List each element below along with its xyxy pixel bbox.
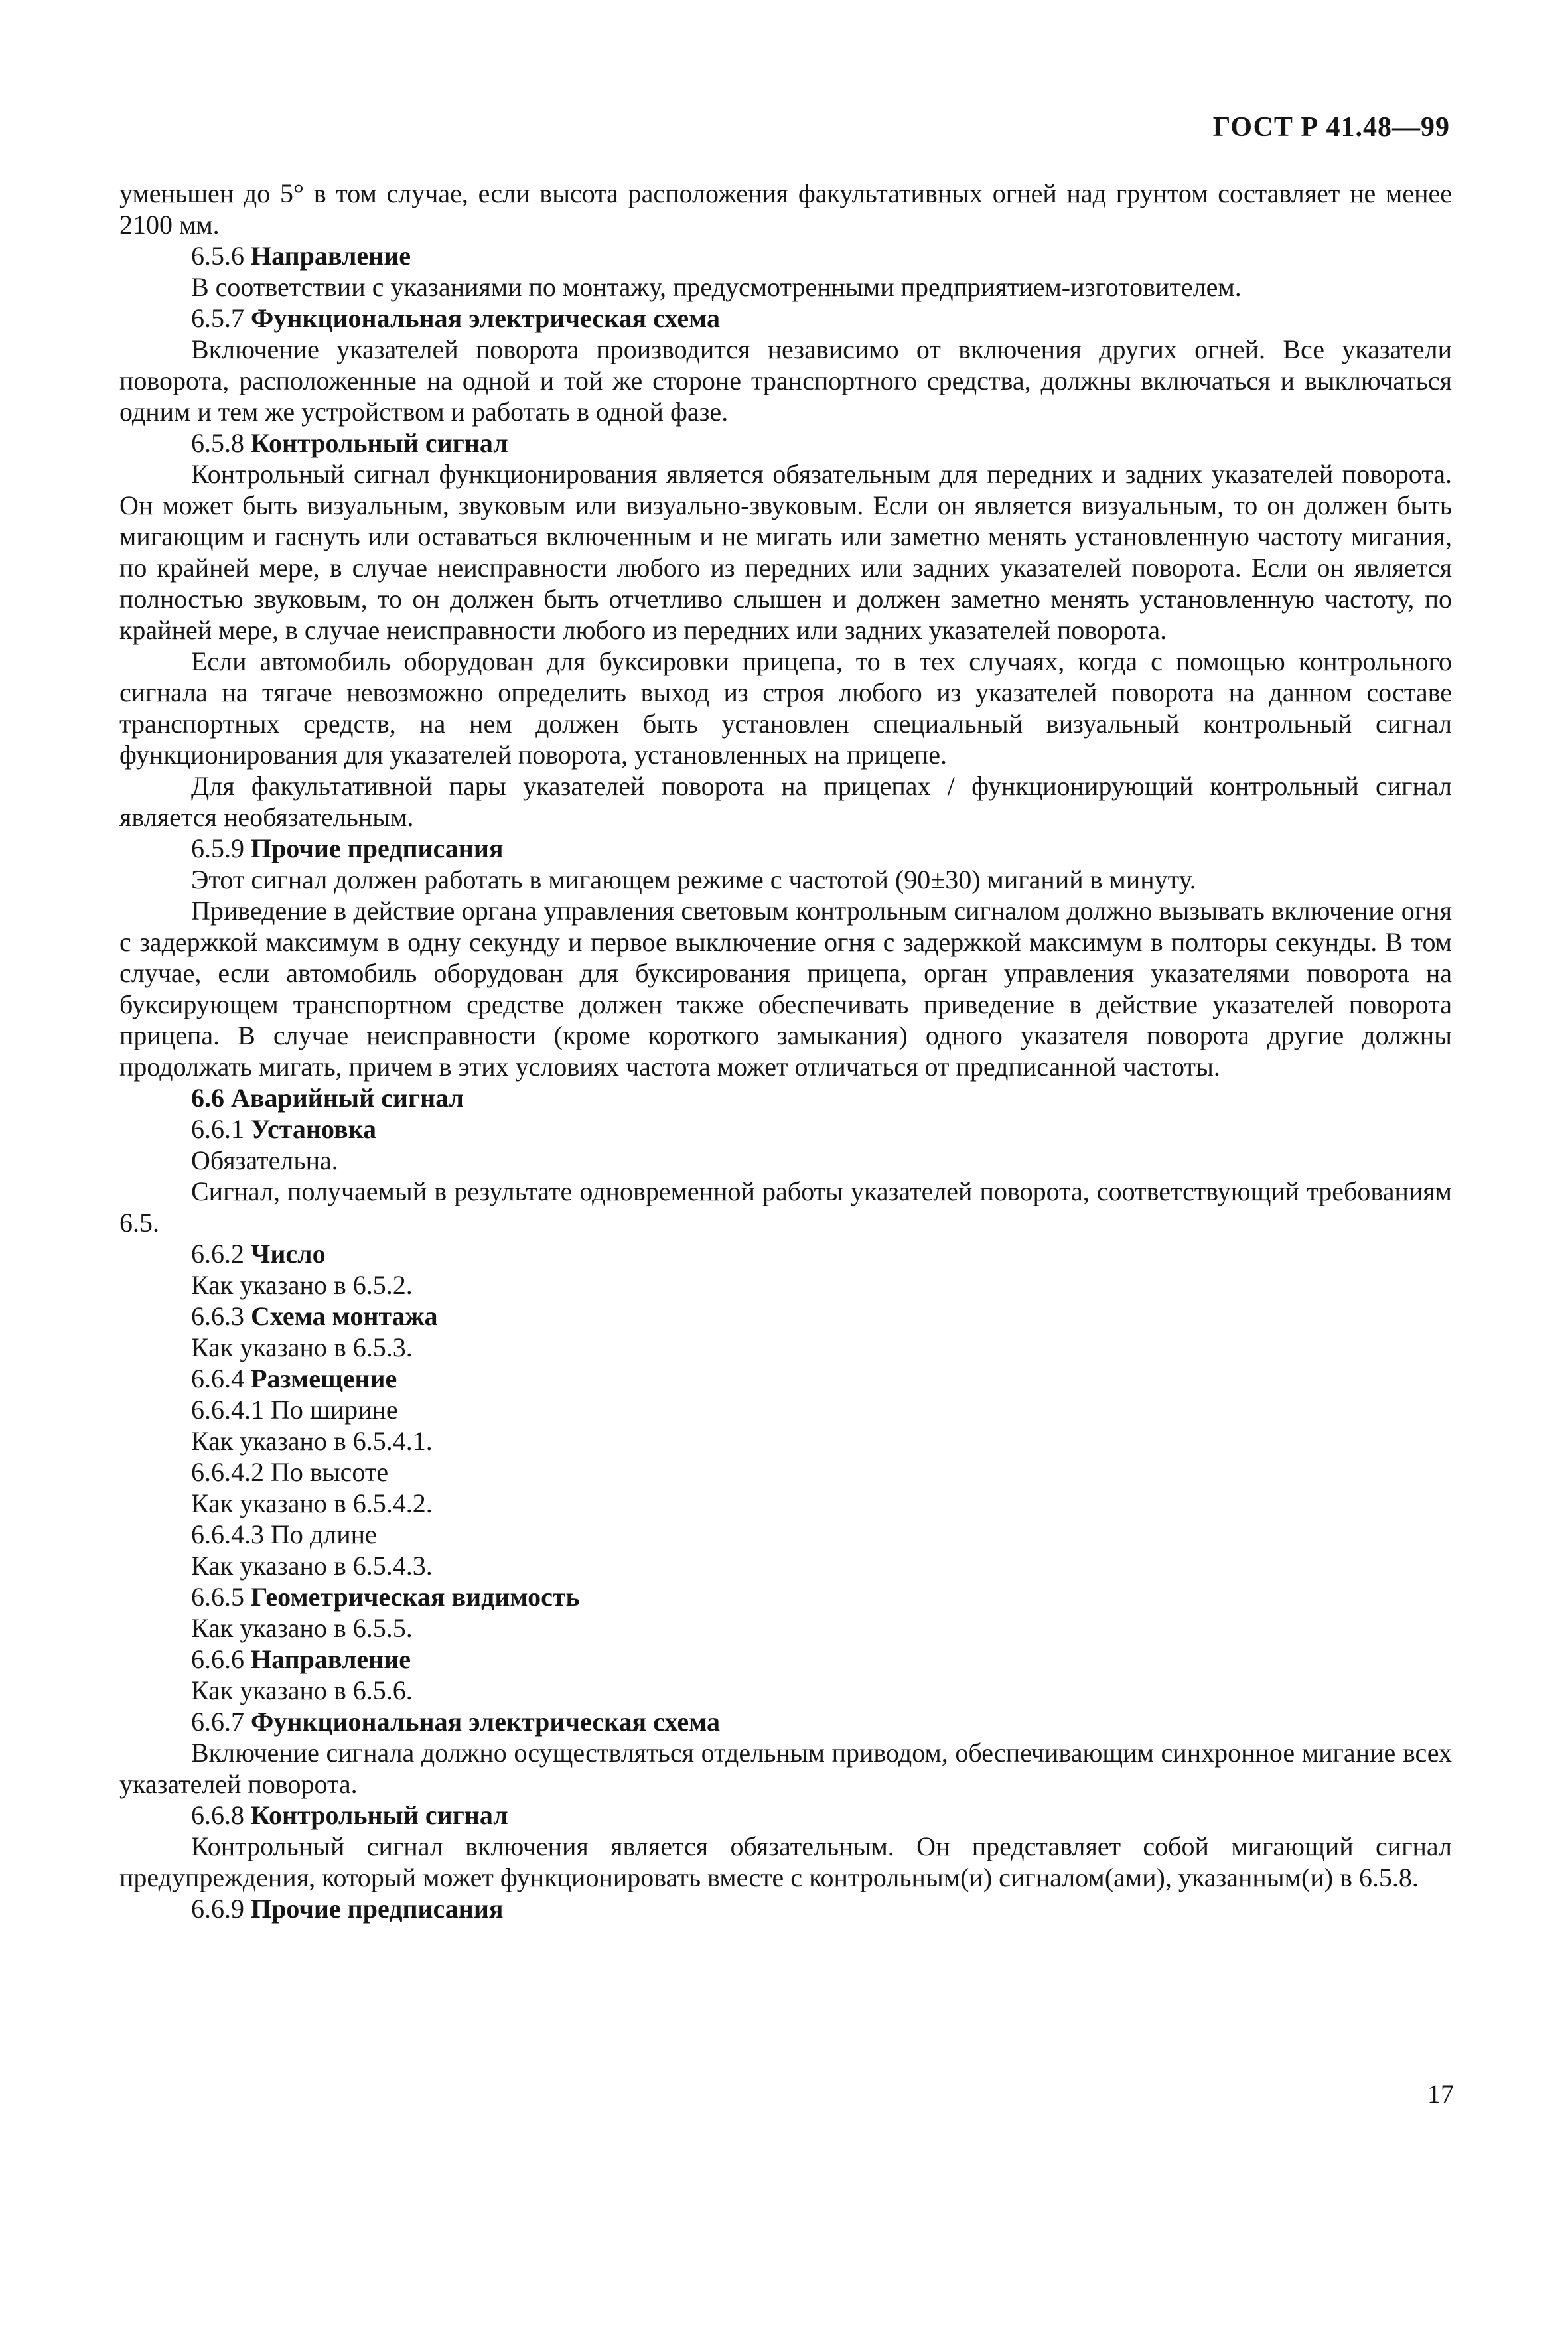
heading-number: 6.6.5 bbox=[191, 1582, 244, 1612]
heading-title: Контрольный сигнал bbox=[251, 428, 508, 458]
paragraph-6-5-9-2: Приведение в действие органа управления световым контрольным сигналом должно вызывать включение огня с задержкой максимум в одну секунду и первое выключение огня с задержкой максимум в полторы секунды. В том случае, если автомобиль оборудован для буксирования прицепа, орган управления указателями поворота на буксирующем транспортном средстве должен также обеспечивать приведение в действие указателей поворота прицепа. В случае неисправности (кроме короткого замыкания) одного указателя поворота другие должны продолжать мигать, причем в этих условиях частота может отличаться от предписанной частоты. bbox=[119, 896, 1452, 1082]
heading-6-6-9 bbox=[119, 1893, 1452, 1924]
heading-6-6-7 bbox=[119, 1706, 1452, 1737]
paragraph-6-6-2: Как указано в 6.5.2. bbox=[191, 1270, 413, 1300]
paragraph-6-6-6: Как указано в 6.5.6. bbox=[191, 1675, 413, 1705]
paragraph-6-6-4-1: Как указано в 6.5.4.1. bbox=[191, 1426, 433, 1456]
heading-title: Размещение bbox=[251, 1364, 397, 1393]
heading-6-6-4 bbox=[119, 1363, 1452, 1394]
heading-number: 6.5.7 bbox=[191, 303, 244, 333]
paragraph-6-5-8-1: Контрольный сигнал функционирования является обязательным для передних и задних указателей поворота. Он может быть визуальным, звуковым или визуально-звуковым. Если он является визуальным, то он должен быть мигающим и гаснуть или оставаться включенным и не мигать или заметно менять установленную частоту мигания, по крайней мере, в случае неисправности любого из передних или задних указателей поворота. Если он является полностью звуковым, то он должен быть отчетливо слышен и должен заметно менять установленную частоту, по крайней мере, в случае неисправности любого из передних или задних указателей поворота. bbox=[119, 459, 1452, 645]
heading-number: 6.6.2 bbox=[191, 1239, 244, 1269]
paragraph-6-5-7: Включение указателей поворота производится независимо от включения других огней. Все указатели поворота, расположенные на одной и той же стороне транспортного средства, должны включаться и выключаться одним и тем же устройством и работать в одной фазе. bbox=[119, 334, 1452, 427]
heading-6-6-3 bbox=[119, 1301, 1452, 1332]
heading-6-6-8 bbox=[119, 1800, 1452, 1831]
heading-title: Прочие предписания bbox=[251, 833, 504, 863]
heading-6-6-1 bbox=[119, 1113, 1452, 1145]
document-body bbox=[119, 178, 1452, 1924]
page-header-standard-code: ГОСТ Р 41.48—99 bbox=[1212, 112, 1450, 143]
heading-6-6-2 bbox=[119, 1238, 1452, 1269]
paragraph-6-6-8: Контрольный сигнал включения является обязательным. Он представляет собой мигающий сигнал предупреждения, который может функционировать вместе с контрольным(и) сигналом(ами), указанным(и) в 6.5.8. bbox=[119, 1831, 1452, 1892]
heading-number: 6.5.9 bbox=[191, 833, 244, 863]
paragraph-6-6-5: Как указано в 6.5.5. bbox=[191, 1613, 413, 1643]
heading-6-6-4-1: 6.6.4.1 По ширине bbox=[191, 1395, 398, 1425]
heading-title: Направление bbox=[251, 241, 411, 271]
paragraph-6-5-9-1: Этот сигнал должен работать в мигающем режиме с частотой (90±30) миганий в минуту. bbox=[191, 865, 1196, 894]
heading-title: Функциональная электрическая схема bbox=[251, 303, 721, 333]
heading-number: 6.6.8 bbox=[191, 1800, 244, 1830]
paragraph-6-6-4-3: Как указано в 6.5.4.3. bbox=[191, 1551, 433, 1581]
heading-number: 6.6.1 bbox=[191, 1114, 244, 1144]
paragraph-6-6-4-2: Как указано в 6.5.4.2. bbox=[191, 1488, 433, 1518]
page-number: 17 bbox=[1427, 2079, 1454, 2109]
heading-6-5-9 bbox=[119, 833, 1452, 864]
heading-title: Функциональная электрическая схема bbox=[251, 1707, 721, 1737]
heading-title: Направление bbox=[251, 1644, 411, 1674]
heading-number: 6.6.3 bbox=[191, 1301, 244, 1331]
heading-6-5-7 bbox=[119, 303, 1452, 334]
paragraph-6-5-8-3: Для факультативной пары указателей поворота на прицепах / функционирующий контрольный сигнал является необязательным. bbox=[119, 771, 1452, 832]
paragraph-6-6-1-1: Обязательна. bbox=[191, 1145, 338, 1175]
heading-number: 6.5.8 bbox=[191, 428, 244, 458]
heading-6-6-6 bbox=[119, 1644, 1452, 1675]
paragraph-intro: уменьшен до 5° в том случае, если высота расположения факультативных огней над грунтом составляет не менее 2100 мм. bbox=[119, 178, 1452, 240]
heading-6-6-4-3: 6.6.4.3 По длине bbox=[191, 1520, 377, 1549]
heading-title: Установка bbox=[251, 1114, 377, 1144]
heading-number: 6.6.6 bbox=[191, 1644, 244, 1674]
heading-6-6: 6.6 Аварийный сигнал bbox=[191, 1083, 464, 1113]
heading-title: Контрольный сигнал bbox=[251, 1800, 508, 1830]
paragraph-6-6-1-2: Сигнал, получаемый в результате одновременной работы указателей поворота, соответствующий требованиям 6.5. bbox=[119, 1176, 1452, 1238]
heading-title: Число bbox=[251, 1239, 326, 1269]
heading-number: 6.5.6 bbox=[191, 241, 244, 271]
heading-title: Геометрическая видимость bbox=[251, 1582, 580, 1612]
paragraph-6-5-6: В соответствии с указаниями по монтажу, предусмотренными предприятием-изготовителем. bbox=[191, 272, 1242, 302]
paragraph-6-6-3: Как указано в 6.5.3. bbox=[191, 1332, 413, 1362]
heading-6-5-6 bbox=[119, 240, 1452, 271]
heading-6-6-5 bbox=[119, 1581, 1452, 1612]
heading-title: Схема монтажа bbox=[251, 1301, 438, 1331]
paragraph-6-5-8-2: Если автомобиль оборудован для буксировки прицепа, то в тех случаях, когда с помощью контрольного сигнала на тягаче невозможно определить выход из строя любого из указателей поворота на данном составе транспортных средств, на нем должен быть установлен специальный визуальный контрольный сигнал функционирования для указателей поворота, установленных на прицепе. bbox=[119, 646, 1452, 770]
heading-6-5-8 bbox=[119, 427, 1452, 459]
paragraph-6-6-7: Включение сигнала должно осуществляться отдельным приводом, обеспечивающим синхронное мигание всех указателей поворота. bbox=[119, 1738, 1452, 1799]
heading-title: Прочие предписания bbox=[251, 1894, 504, 1924]
heading-number: 6.6.4 bbox=[191, 1364, 244, 1393]
heading-number: 6.6.7 bbox=[191, 1707, 244, 1737]
heading-6-6-4-2: 6.6.4.2 По высоте bbox=[191, 1457, 389, 1487]
heading-number: 6.6.9 bbox=[191, 1894, 244, 1924]
